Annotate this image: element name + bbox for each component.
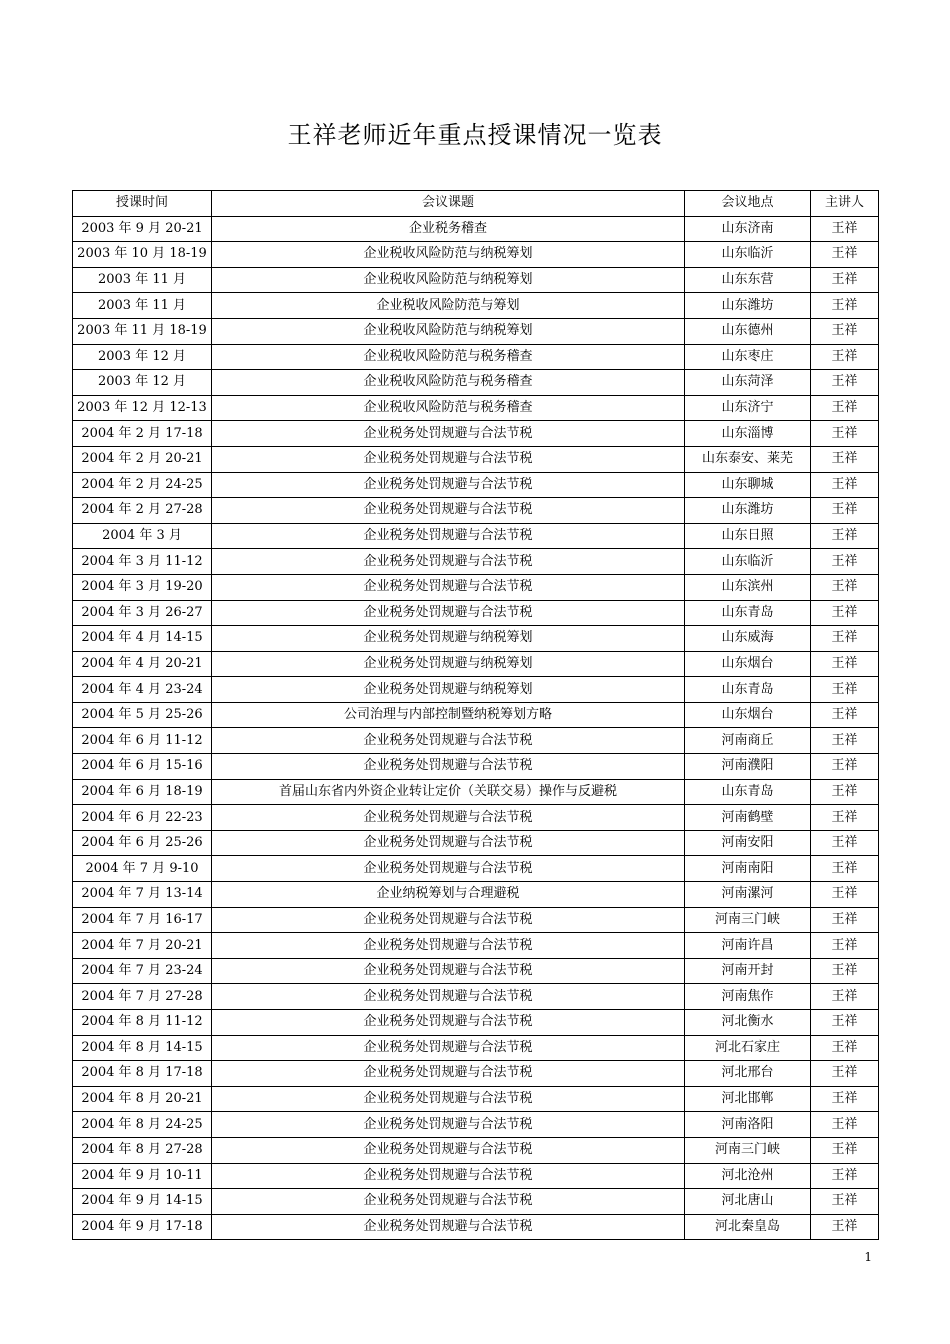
cell-topic: 企业税务处罚规避与合法节税 [212,421,685,447]
cell-speaker: 王祥 [811,933,879,959]
cell-time: 2004 年 6 月 18-19 [73,779,212,805]
cell-topic: 企业税务处罚规避与合法节税 [212,728,685,754]
cell-speaker: 王祥 [811,1086,879,1112]
cell-time: 2004 年 8 月 17-18 [73,1061,212,1087]
cell-location: 河南洛阳 [685,1112,811,1138]
cell-time: 2004 年 9 月 14-15 [73,1189,212,1215]
cell-speaker: 王祥 [811,984,879,1010]
cell-time: 2004 年 8 月 24-25 [73,1112,212,1138]
cell-time: 2004 年 2 月 17-18 [73,421,212,447]
cell-speaker: 王祥 [811,805,879,831]
cell-time: 2004 年 8 月 27-28 [73,1137,212,1163]
table-row [73,626,879,652]
cell-time: 2004 年 3 月 19-20 [73,574,212,600]
cell-location: 山东泰安、莱芜 [685,446,811,472]
cell-location: 山东枣庄 [685,344,811,370]
cell-topic: 企业税收风险防范与筹划 [212,293,685,319]
table-row [73,1086,879,1112]
cell-speaker: 王祥 [811,779,879,805]
cell-speaker: 王祥 [811,216,879,242]
cell-speaker: 王祥 [811,1137,879,1163]
table-row [73,754,879,780]
cell-time: 2004 年 7 月 13-14 [73,882,212,908]
table-row [73,293,879,319]
cell-topic: 企业税务处罚规避与纳税筹划 [212,626,685,652]
cell-speaker: 王祥 [811,523,879,549]
cell-location: 山东临沂 [685,242,811,268]
cell-time: 2004 年 9 月 10-11 [73,1163,212,1189]
table-row [73,1214,879,1240]
cell-location: 山东滨州 [685,574,811,600]
table-row [73,907,879,933]
cell-topic: 企业税务处罚规避与合法节税 [212,574,685,600]
cell-location: 河南鹤壁 [685,805,811,831]
cell-topic: 企业税务处罚规避与合法节税 [212,856,685,882]
cell-topic: 企业税收风险防范与纳税筹划 [212,267,685,293]
table-row [73,1035,879,1061]
cell-time: 2004 年 4 月 14-15 [73,626,212,652]
cell-speaker: 王祥 [811,549,879,575]
table-row [73,421,879,447]
cell-topic: 企业税务处罚规避与合法节税 [212,1163,685,1189]
table-row [73,344,879,370]
cell-location: 河北秦皇岛 [685,1214,811,1240]
cell-topic: 首届山东省内外资企业转让定价（关联交易）操作与反避税 [212,779,685,805]
cell-location: 河南安阳 [685,830,811,856]
cell-location: 山东青岛 [685,677,811,703]
table-row [73,523,879,549]
cell-speaker: 王祥 [811,1061,879,1087]
table-row [73,370,879,396]
cell-time: 2003 年 12 月 [73,370,212,396]
cell-time: 2004 年 6 月 25-26 [73,830,212,856]
cell-speaker: 王祥 [811,626,879,652]
cell-location: 河南三门峡 [685,1137,811,1163]
cell-location: 山东淄博 [685,421,811,447]
cell-speaker: 王祥 [811,677,879,703]
table-row [73,702,879,728]
header-time: 授课时间 [73,191,212,217]
course-table [72,190,879,1240]
table-row [73,1010,879,1036]
cell-location: 山东威海 [685,626,811,652]
table-row [73,216,879,242]
cell-speaker: 王祥 [811,421,879,447]
cell-speaker: 王祥 [811,498,879,524]
cell-location: 河北沧州 [685,1163,811,1189]
cell-time: 2003 年 12 月 [73,344,212,370]
table-row [73,267,879,293]
cell-time: 2004 年 2 月 24-25 [73,472,212,498]
cell-location: 河北唐山 [685,1189,811,1215]
cell-speaker: 王祥 [811,600,879,626]
cell-location: 山东济宁 [685,395,811,421]
cell-topic: 企业税务处罚规避与合法节税 [212,830,685,856]
table-row [73,1189,879,1215]
cell-topic: 企业税务稽查 [212,216,685,242]
cell-time: 2004 年 7 月 23-24 [73,958,212,984]
cell-topic: 企业税收风险防范与纳税筹划 [212,318,685,344]
cell-location: 河南三门峡 [685,907,811,933]
table-row [73,830,879,856]
table-row [73,498,879,524]
cell-speaker: 王祥 [811,907,879,933]
table-row [73,446,879,472]
cell-speaker: 王祥 [811,958,879,984]
cell-time: 2004 年 3 月 11-12 [73,549,212,575]
cell-topic: 企业税务处罚规避与合法节税 [212,907,685,933]
table-row [73,549,879,575]
table-row [73,958,879,984]
table-row [73,1061,879,1087]
table-body [73,216,879,1240]
header-topic: 会议课题 [212,191,685,217]
cell-location: 河北石家庄 [685,1035,811,1061]
cell-location: 山东临沂 [685,549,811,575]
cell-topic: 企业税收风险防范与税务稽查 [212,370,685,396]
cell-time: 2004 年 2 月 27-28 [73,498,212,524]
cell-time: 2003 年 12 月 12-13 [73,395,212,421]
cell-speaker: 王祥 [811,856,879,882]
cell-speaker: 王祥 [811,1010,879,1036]
cell-topic: 企业税务处罚规避与合法节税 [212,446,685,472]
cell-topic: 企业税务处罚规避与合法节税 [212,523,685,549]
cell-location: 山东烟台 [685,651,811,677]
cell-topic: 公司治理与内部控制暨纳税筹划方略 [212,702,685,728]
cell-location: 山东潍坊 [685,293,811,319]
cell-time: 2004 年 7 月 16-17 [73,907,212,933]
table-row [73,677,879,703]
cell-topic: 企业税务处罚规避与纳税筹划 [212,651,685,677]
page-number: 1 [864,1250,872,1264]
cell-location: 河南漯河 [685,882,811,908]
cell-topic: 企业税务处罚规避与合法节税 [212,958,685,984]
cell-time: 2004 年 8 月 11-12 [73,1010,212,1036]
cell-speaker: 王祥 [811,370,879,396]
cell-time: 2004 年 4 月 23-24 [73,677,212,703]
cell-speaker: 王祥 [811,1163,879,1189]
cell-speaker: 王祥 [811,267,879,293]
cell-location: 河南许昌 [685,933,811,959]
table-row [73,779,879,805]
cell-topic: 企业税务处罚规避与合法节税 [212,549,685,575]
cell-time: 2004 年 5 月 25-26 [73,702,212,728]
cell-topic: 企业税务处罚规避与合法节税 [212,1086,685,1112]
cell-time: 2003 年 10 月 18-19 [73,242,212,268]
cell-time: 2004 年 4 月 20-21 [73,651,212,677]
cell-location: 河北衡水 [685,1010,811,1036]
cell-speaker: 王祥 [811,1214,879,1240]
cell-topic: 企业税务处罚规避与合法节税 [212,984,685,1010]
cell-speaker: 王祥 [811,651,879,677]
cell-location: 山东东营 [685,267,811,293]
cell-location: 河南开封 [685,958,811,984]
cell-topic: 企业税务处罚规避与合法节税 [212,498,685,524]
cell-topic: 企业纳税筹划与合理避税 [212,882,685,908]
cell-topic: 企业税务处罚规避与合法节税 [212,1061,685,1087]
cell-speaker: 王祥 [811,830,879,856]
cell-topic: 企业税收风险防范与税务稽查 [212,344,685,370]
table-row [73,574,879,600]
cell-location: 山东烟台 [685,702,811,728]
cell-speaker: 王祥 [811,242,879,268]
cell-speaker: 王祥 [811,882,879,908]
table-row [73,1137,879,1163]
cell-topic: 企业税收风险防范与纳税筹划 [212,242,685,268]
cell-location: 山东济南 [685,216,811,242]
table-row [73,856,879,882]
cell-time: 2004 年 7 月 20-21 [73,933,212,959]
table-row [73,242,879,268]
table-row [73,651,879,677]
cell-time: 2004 年 3 月 [73,523,212,549]
cell-topic: 企业税务处罚规避与合法节税 [212,933,685,959]
cell-topic: 企业税务处罚规避与合法节税 [212,1035,685,1061]
cell-time: 2003 年 11 月 [73,293,212,319]
cell-topic: 企业税务处罚规避与合法节税 [212,1214,685,1240]
cell-location: 河南南阳 [685,856,811,882]
cell-topic: 企业税务处罚规避与合法节税 [212,1010,685,1036]
header-location: 会议地点 [685,191,811,217]
cell-location: 山东日照 [685,523,811,549]
cell-time: 2003 年 9 月 20-21 [73,216,212,242]
table-row [73,933,879,959]
cell-topic: 企业税务处罚规避与合法节税 [212,600,685,626]
table-row [73,1163,879,1189]
cell-speaker: 王祥 [811,472,879,498]
cell-time: 2004 年 8 月 20-21 [73,1086,212,1112]
table-row [73,600,879,626]
cell-time: 2004 年 8 月 14-15 [73,1035,212,1061]
cell-time: 2004 年 6 月 11-12 [73,728,212,754]
cell-speaker: 王祥 [811,702,879,728]
cell-location: 河北邢台 [685,1061,811,1087]
cell-topic: 企业税收风险防范与税务稽查 [212,395,685,421]
cell-location: 山东青岛 [685,779,811,805]
cell-location: 河南焦作 [685,984,811,1010]
cell-time: 2004 年 3 月 26-27 [73,600,212,626]
cell-time: 2004 年 7 月 27-28 [73,984,212,1010]
cell-speaker: 王祥 [811,1035,879,1061]
cell-location: 山东聊城 [685,472,811,498]
cell-speaker: 王祥 [811,1189,879,1215]
table-row [73,1112,879,1138]
cell-speaker: 王祥 [811,344,879,370]
cell-speaker: 王祥 [811,293,879,319]
table-row [73,395,879,421]
cell-topic: 企业税务处罚规避与合法节税 [212,1137,685,1163]
cell-location: 河南商丘 [685,728,811,754]
cell-topic: 企业税务处罚规避与合法节税 [212,472,685,498]
cell-speaker: 王祥 [811,754,879,780]
cell-speaker: 王祥 [811,1112,879,1138]
cell-topic: 企业税务处罚规避与合法节税 [212,1189,685,1215]
page-title: 王祥老师近年重点授课情况一览表 [287,121,663,149]
cell-time: 2003 年 11 月 [73,267,212,293]
cell-speaker: 王祥 [811,395,879,421]
cell-time: 2004 年 2 月 20-21 [73,446,212,472]
header-speaker: 主讲人 [811,191,879,217]
cell-location: 山东菏泽 [685,370,811,396]
table-header-row [73,191,879,217]
cell-speaker: 王祥 [811,574,879,600]
cell-topic: 企业税务处罚规避与合法节税 [212,805,685,831]
cell-speaker: 王祥 [811,318,879,344]
cell-topic: 企业税务处罚规避与合法节税 [212,754,685,780]
table-row [73,318,879,344]
cell-time: 2004 年 7 月 9-10 [73,856,212,882]
table-row [73,882,879,908]
cell-time: 2003 年 11 月 18-19 [73,318,212,344]
cell-time: 2004 年 6 月 15-16 [73,754,212,780]
table-row [73,472,879,498]
table-row [73,984,879,1010]
cell-topic: 企业税务处罚规避与纳税筹划 [212,677,685,703]
cell-time: 2004 年 6 月 22-23 [73,805,212,831]
cell-speaker: 王祥 [811,728,879,754]
table-row [73,805,879,831]
table-row [73,728,879,754]
cell-location: 河北邯郸 [685,1086,811,1112]
cell-topic: 企业税务处罚规避与合法节税 [212,1112,685,1138]
cell-speaker: 王祥 [811,446,879,472]
cell-time: 2004 年 9 月 17-18 [73,1214,212,1240]
cell-location: 河南濮阳 [685,754,811,780]
cell-location: 山东潍坊 [685,498,811,524]
cell-location: 山东德州 [685,318,811,344]
cell-location: 山东青岛 [685,600,811,626]
